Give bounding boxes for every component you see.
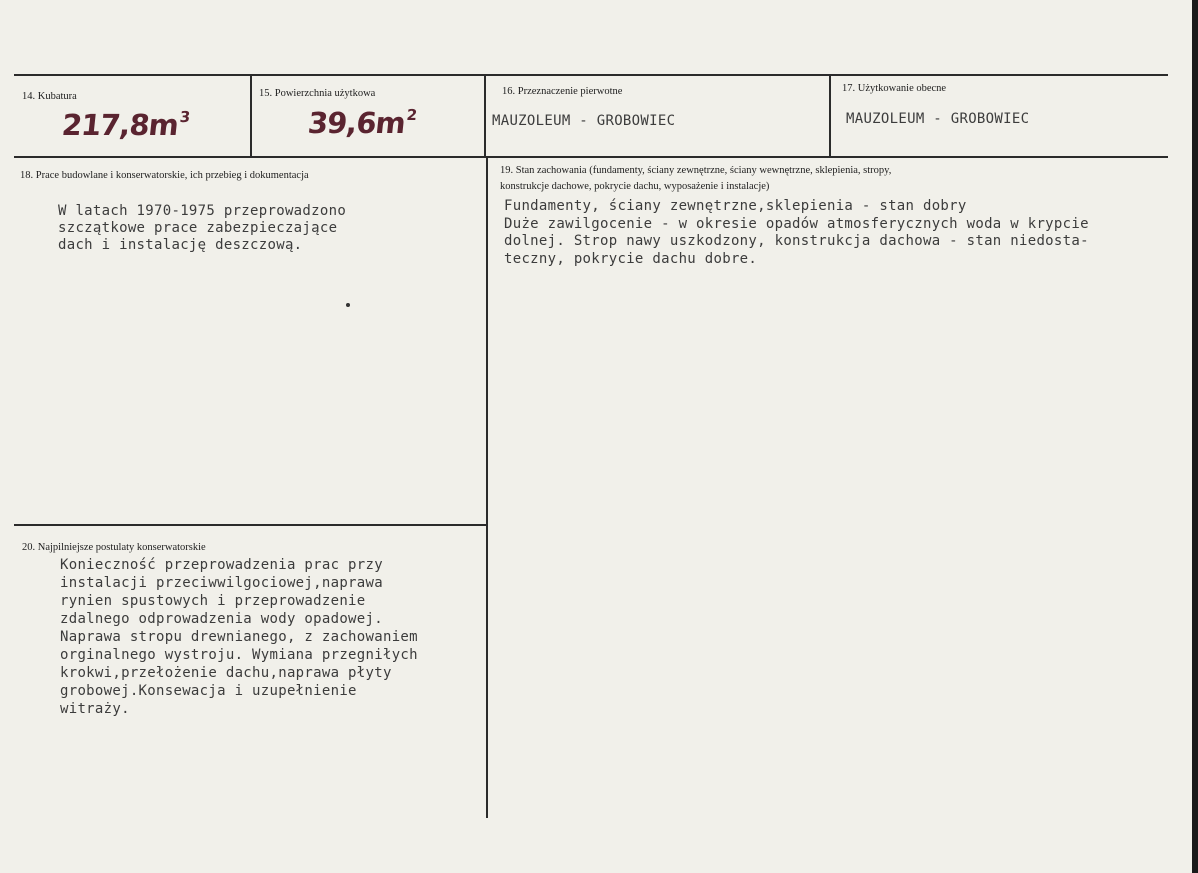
stan-label-line2: konstrukcje dachowe, pokrycie dachu, wyposażenie i instalacje): [500, 181, 770, 192]
prace-line: szczątkowe prace zabezpieczające: [58, 220, 338, 236]
divider-15-16: [484, 74, 486, 158]
postulaty-line: instalacji przeciwwilgociowej,naprawa: [60, 575, 383, 591]
powierzchnia-unit-exponent: 2: [405, 106, 418, 124]
divider-16-17: [829, 74, 831, 158]
przeznaczenie-value: MAUZOLEUM - GROBOWIEC: [492, 113, 676, 129]
row1-bottom-rule: [14, 156, 1168, 158]
stan-line: Duże zawilgocenie - w okresie opadów atmosferycznych woda w krypcie: [504, 216, 1089, 232]
prace-line: W latach 1970-1975 przeprowadzono: [58, 203, 347, 219]
stan-label-line1: 19. Stan zachowania (fundamenty, ściany zewnętrzne, ściany wewnętrzne, sklepienia, stropy,: [500, 165, 892, 176]
stan-line: dolnej. Strop nawy uszkodzony, konstrukcja dachowa - stan niedosta-: [504, 233, 1089, 249]
ink-speck: [346, 303, 350, 307]
postulaty-line: orginalnego wystroju. Wymiana przegniłych: [60, 647, 418, 663]
powierzchnia-number: 39,6m: [306, 106, 407, 140]
postulaty-line: witraży.: [60, 701, 130, 717]
prace-line: dach i instalację deszczową.: [58, 237, 303, 253]
top-rule: [14, 74, 1168, 76]
uzytkowanie-label: 17. Użytkowanie obecne: [842, 83, 947, 94]
postulaty-line: zdalnego odprowadzenia wody opadowej.: [60, 611, 383, 627]
kubatura-number: 217,8m: [60, 108, 180, 142]
postulaty-line: rynien spustowych i przeprowadzenie: [60, 593, 366, 609]
section18-bottom-rule: [14, 524, 487, 526]
postulaty-line: Konieczność przeprowadzenia prac przy: [60, 557, 383, 573]
kubatura-unit-exponent: 3: [178, 108, 191, 126]
kubatura-value: [60, 108, 190, 142]
powierzchnia-value: [306, 106, 417, 140]
przeznaczenie-label: 16. Przeznaczenie pierwotne: [502, 86, 623, 97]
divider-main-column: [486, 158, 488, 818]
kubatura-label: 14. Kubatura: [22, 91, 77, 102]
stan-line: teczny, pokrycie dachu dobre.: [504, 251, 758, 267]
uzytkowanie-value: MAUZOLEUM - GROBOWIEC: [846, 111, 1030, 127]
postulaty-line: grobowej.Konsewacja i uzupełnienie: [60, 683, 357, 699]
postulaty-label: 20. Najpilniejsze postulaty konserwatorskie: [22, 542, 206, 553]
scan-edge: [1192, 0, 1198, 873]
divider-14-15: [250, 74, 252, 158]
postulaty-line: krokwi,przełożenie dachu,naprawa płyty: [60, 665, 392, 681]
postulaty-line: Naprawa stropu drewnianego, z zachowaniem: [60, 629, 418, 645]
prace-label: 18. Prace budowlane i konserwatorskie, ich przebieg i dokumentacja: [20, 170, 309, 181]
powierzchnia-label: 15. Powierzchnia użytkowa: [259, 88, 376, 99]
stan-line: Fundamenty, ściany zewnętrzne,sklepienia - stan dobry: [504, 198, 967, 214]
